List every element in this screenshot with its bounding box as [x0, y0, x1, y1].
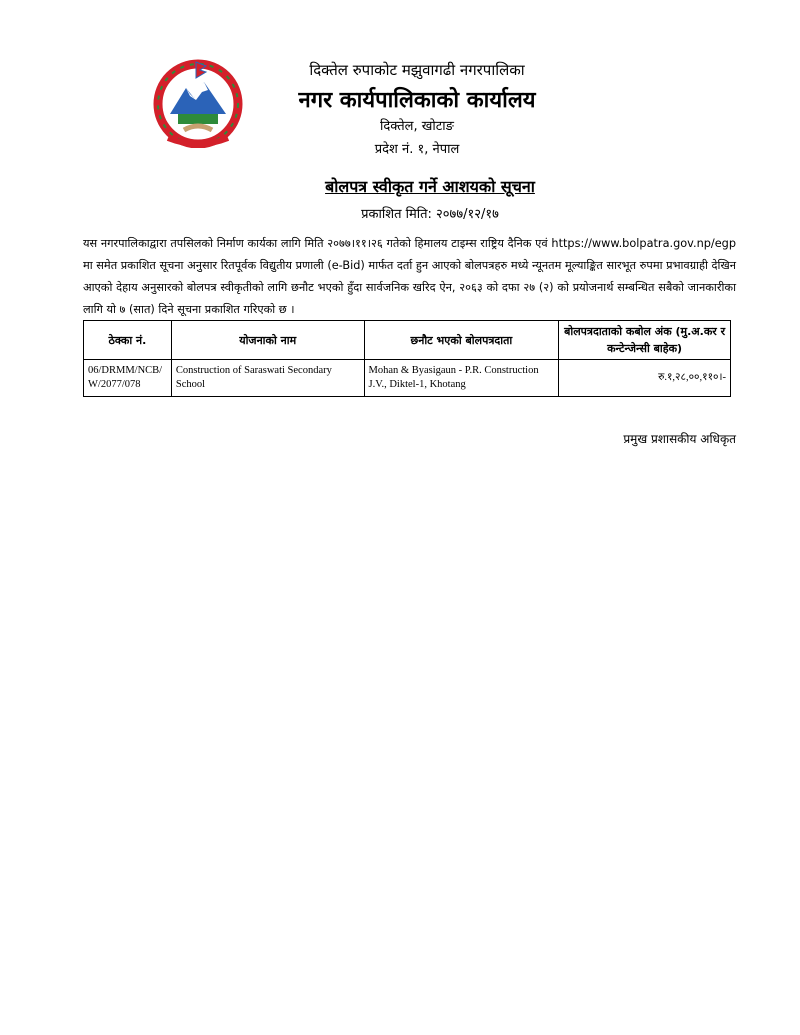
cell-project-name: Construction of Saraswati Secondary School — [171, 360, 364, 397]
header-bid-amount: बोलपत्रदाताको कबोल अंक (मु.अ.कर र कन्टेन्जेन्सी बाहेक) — [559, 321, 731, 360]
address-line-2: प्रदेश नं. १, नेपाल — [374, 142, 460, 157]
cell-contract-no: 06/DRMM/NCB/W/2077/078 — [84, 360, 172, 397]
notice-title: बोलपत्र स्वीकृत गर्ने आशयको सूचना — [325, 177, 535, 196]
published-date: प्रकाशित मिति: २०७७/१२/१७ — [361, 207, 499, 222]
signature-title: प्रमुख प्रशासकीय अधिकृत — [623, 432, 736, 446]
table-row — [84, 360, 731, 397]
notice-body: यस नगरपालिकाद्वारा तपसिलको निर्माण कार्यका लागि मिति २०७७।११।२६ गतेको हिमालय टाइम्स राष्ट्रिय दैनिक एवं https://www.bolpatra.gov.np/egp मा समेत प्रकाशित सूचना अनुसार रितपूर्वक विद्युतीय प्रणाली (e-Bid) मार्फत दर्ता हुन आएको बोलपत्रहरु मध्ये न्यूनतम मूल्याङ्कित सारभूत रुपमा प्रभावग्राही देखिन आएको देहाय अनुसारको बोलपत्र स्वीकृतीको लागि छनौट भएको हुँदा सार्वजनिक खरिद ऐन, २०६३ को दफा २७ (२) को प्रयोजनार्थ सम्बन्धित सबैको जानकारीका लागि यो ७ (सात) दिने सूचना प्रकाशित गरिएको छ । — [83, 237, 736, 316]
municipality-name: दिक्तेल रुपाकोट मझुवागढी नगरपालिका — [309, 61, 525, 79]
office-title: नगर कार्यपालिकाको कार्यालय — [298, 88, 536, 113]
bid-table — [83, 320, 731, 397]
header-selected-bidder: छनौट भएको बोलपत्रदाता — [364, 321, 559, 360]
header-contract-no: ठेक्का नं. — [84, 321, 172, 360]
cell-bidder: Mohan & Byasigaun - P.R. Construction J.V., Diktel-1, Khotang — [364, 360, 559, 397]
table-header-row — [84, 321, 731, 360]
header-project-name: योजनाको नाम — [171, 321, 364, 360]
cell-amount: रु.१,२८,००,११०।- — [559, 360, 731, 397]
address-line-1: दिक्तेल, खोटाङ — [380, 119, 454, 134]
